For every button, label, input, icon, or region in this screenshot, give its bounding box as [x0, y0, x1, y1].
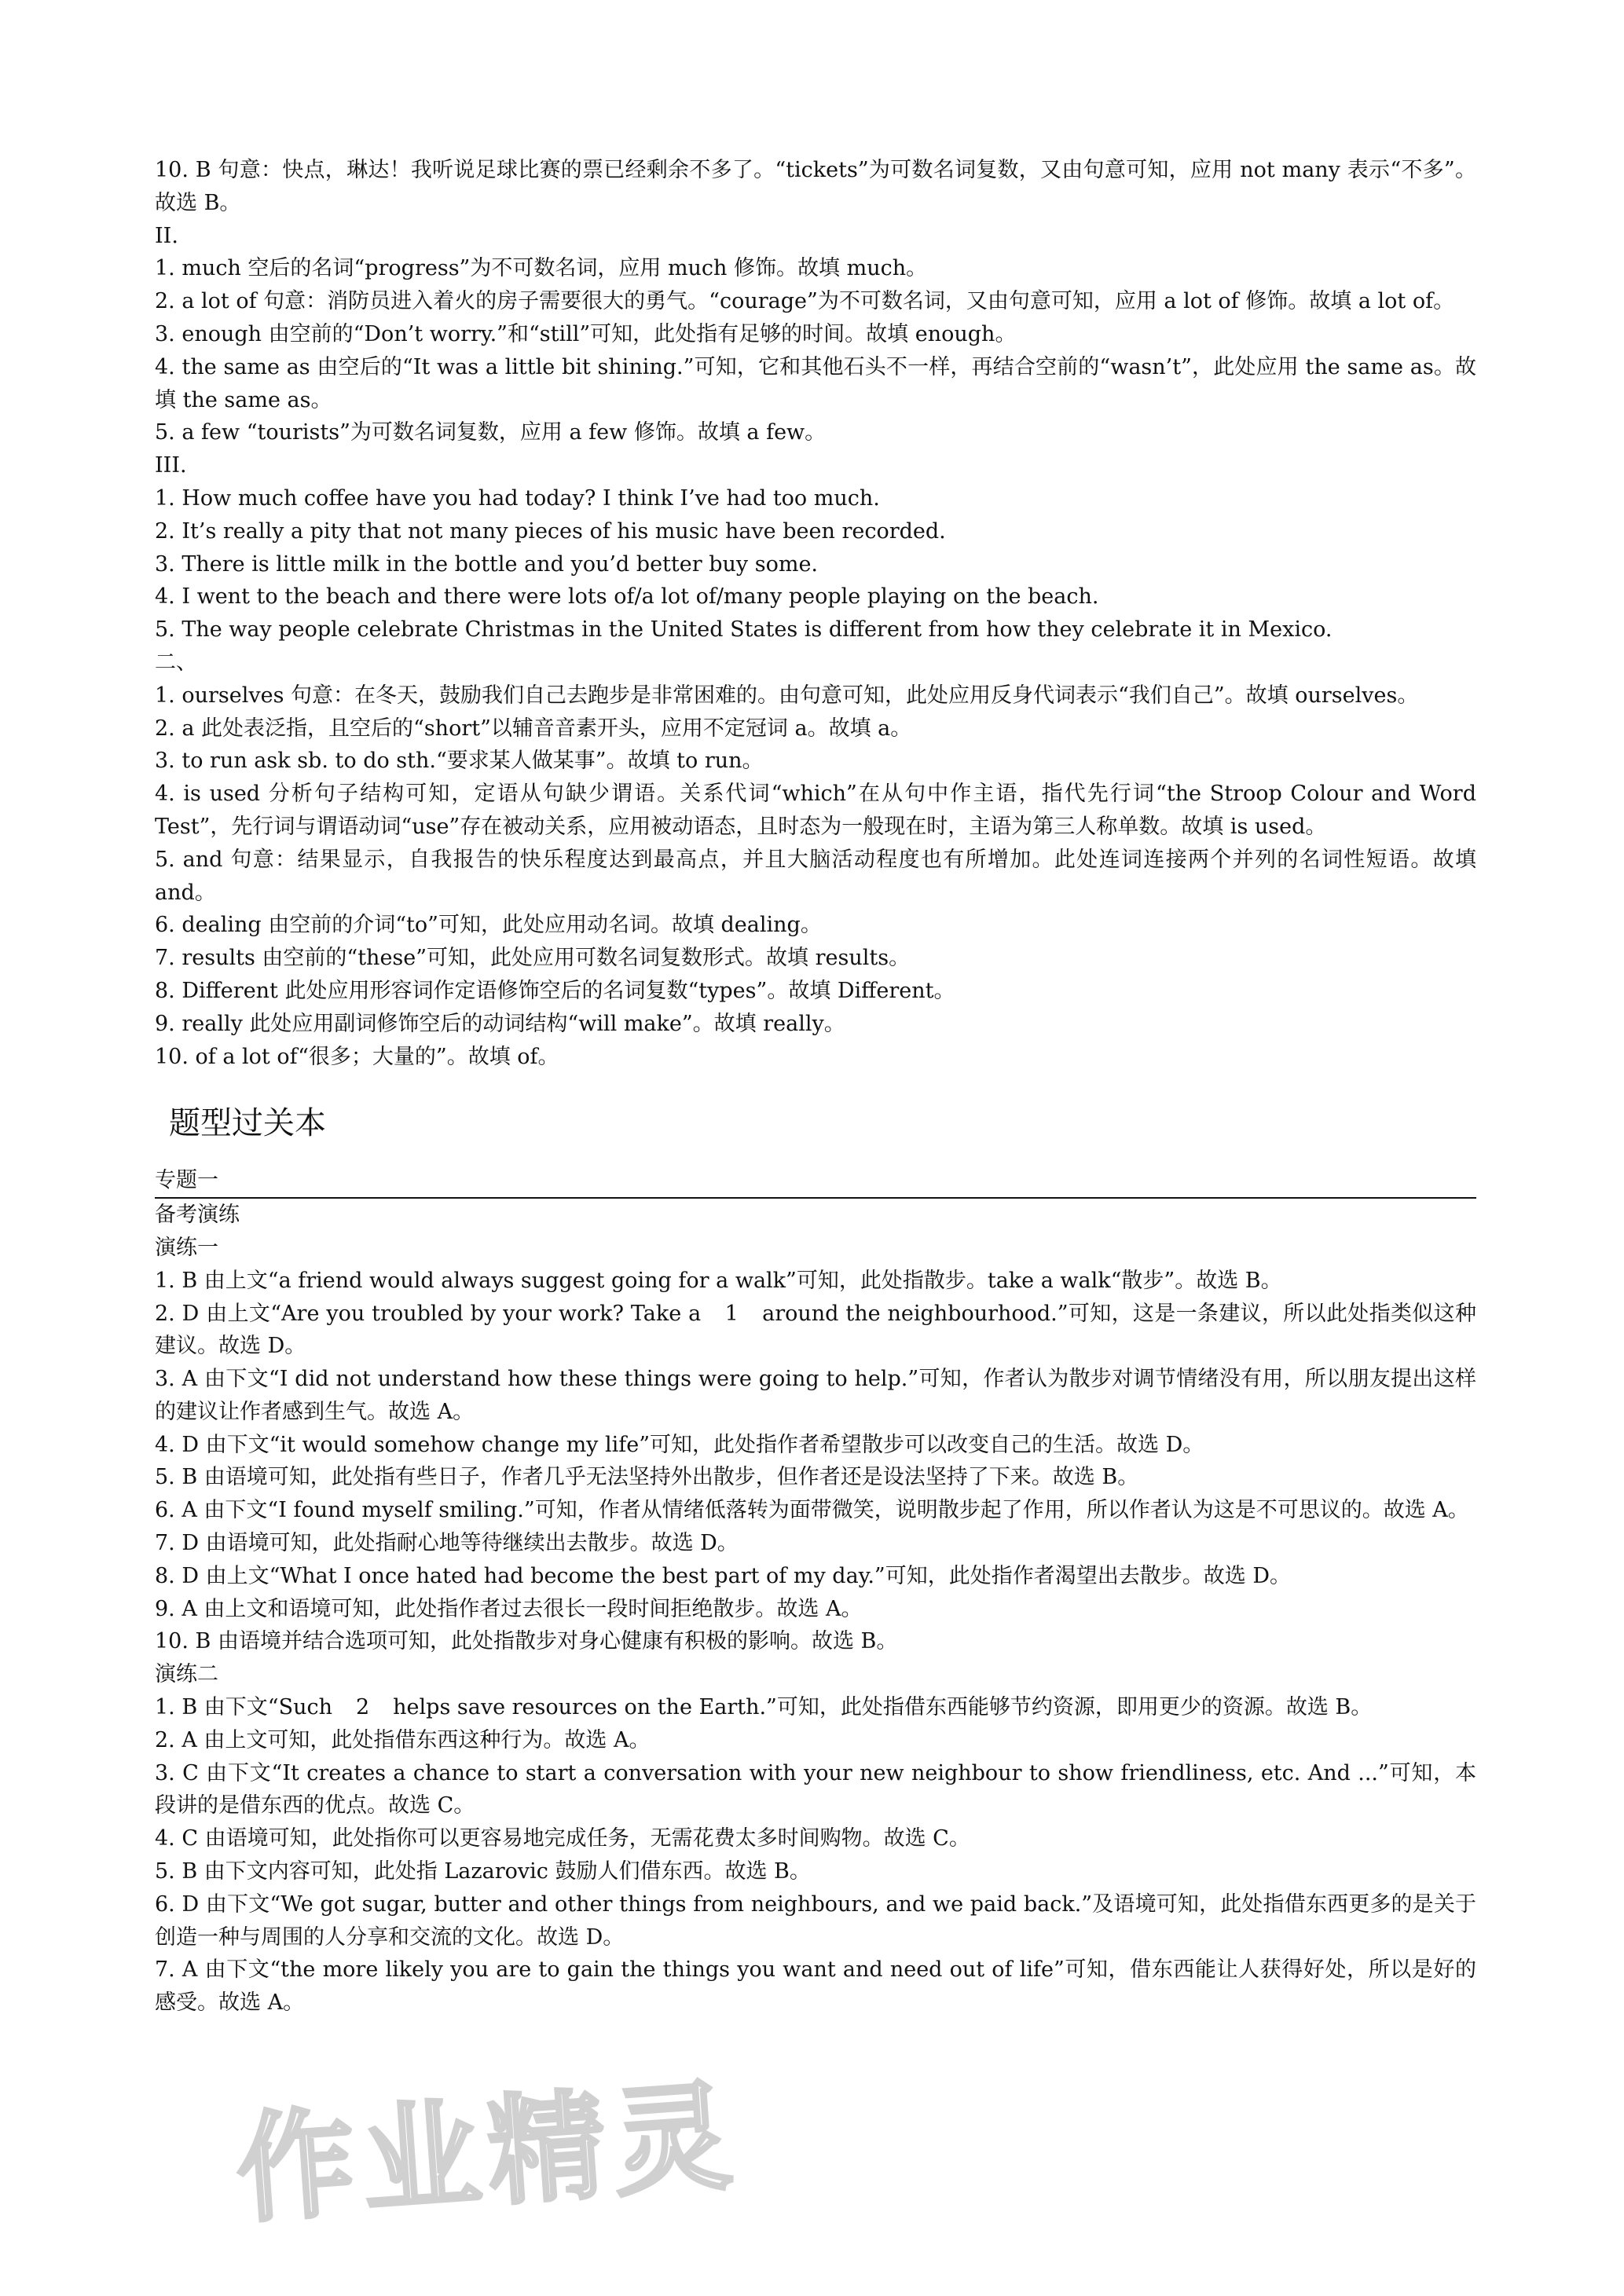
answer-line: 5. and 句意：结果显示，自我报告的快乐程度达到最高点，并且大脑活动程度也有所增加。此处连词连接两个并列的名词性短语。故填 and。 [155, 847, 1476, 905]
answer-line: 4. I went to the beach and there were lots of/a lot of/many people playing on the beach. [155, 584, 1099, 610]
answer-line: 10. of a lot of“很多；大量的”。故填 of。 [155, 1044, 559, 1069]
answer-line: 4. D 由下文“it would somehow change my life”可知，此处指作者希望散步可以改变自己的生活。故选 D。 [155, 1432, 1204, 1457]
answer-line: 2. a 此处表泛指，且空后的“short”以辅音音素开头，应用不定冠词 a。故填 a。 [155, 716, 912, 741]
answer-text: around the neighbourhood.”可知，这是一条建议，所以此处指类似这种建议。故选 D。 [155, 1301, 1476, 1359]
answer-line: 6. dealing 由空前的介词“to”可知，此处应用动名词。故填 dealing。 [155, 913, 822, 938]
section-answers-part1 [155, 154, 1476, 1073]
page-title: 题型过关本 [169, 1105, 326, 1142]
answer-line: 5. B 由下文内容可知，此处指 Lazarovic 鼓励人们借东西。故选 B。 [155, 1859, 811, 1884]
answer-line: 5. a few “tourists”为可数名词复数，应用 a few 修饰。故填 a few。 [155, 420, 827, 445]
answer-line: 4. the same as 由空后的“It was a little bit shining.”可知，它和其他石头不一样，再结合空前的“wasn’t”，此处应用 the same as。故填 the same as。 [155, 354, 1476, 412]
answer-line: 9. really 此处应用副词修饰空后的动词结构“will make”。故填 really。 [155, 1011, 845, 1036]
answer-line: 1. ourselves 句意：在冬天，鼓励我们自己去跑步是非常困难的。由句意可知，此处应用反身代词表示“我们自己”。故填 ourselves。 [155, 683, 1419, 708]
answer-text: 1. B 由下文“Such [155, 1695, 332, 1720]
answer-line: 7. results 由空前的“these”可知，此处应用可数名词复数形式。故填 results。 [155, 946, 911, 971]
answer-line: 10. B 句意：快点，琳达！我听说足球比赛的票已经剩余不多了。“tickets”为可数名词复数，又由句意可知，应用 not many 表示“不多”。故选 B。 [155, 158, 1476, 215]
practice-heading-1: 演练一 [155, 1235, 218, 1260]
answer-line: 5. The way people celebrate Christmas in the United States is different from how they celebrate it in Mexico. [155, 617, 1333, 643]
answer-line: 1. B 由上文“a friend would always suggest going for a walk”可知，此处指散步。take a walk“散步”。故选 B。 [155, 1268, 1282, 1293]
answer-line: 4. is used 分析句子结构可知，定语从句缺少谓语。关系代词“which”在从句中作主语，指代先行词“the Stroop Colour and Word Test”，先行词与谓语动词“use”存在被动关系，应用被动语态，且时态为一般现在时，主语为第三人称单数。故填 is used。 [155, 782, 1476, 839]
answer-line: 3. enough 由空前的“Don’t worry.”和“still”可知，此处指有足够的时间。故填 enough。 [155, 321, 1017, 346]
answer-line: 6. D 由下文“We got sugar, butter and other things from neighbours, and we paid back.”及语境可知，此处指借东西更多的是关于创造一种与周围的人分享和交流的文化。故选 D。 [155, 1891, 1476, 1950]
answer-line: 7. A 由下文“the more likely you are to gain the things you want and need out of life”可知，借东西能让人获得好处，所以是好的感受。故选 A。 [155, 1957, 1476, 2016]
answer-document [155, 154, 1476, 2020]
answer-line: 1. much 空后的名词“progress”为不可数名词，应用 much 修饰。故填 much。 [155, 256, 928, 281]
answer-line [155, 1298, 1476, 1364]
answer-line: 4. C 由语境可知，此处指你可以更容易地完成任务，无需花费太多时间购物。故选 C。 [155, 1826, 970, 1851]
answer-text: helps save resources on the Earth.”可知，此处指借东西能够节约资源，即用更少的资源。故选 B。 [393, 1695, 1373, 1720]
section-heading-prep: 备考演练 [155, 1203, 240, 1228]
answer-line: 3. A 由下文“I did not understand how these things were going to help.”可知，作者认为散步对调节情绪没有用，所以朋友提出这样的建议让作者感到生气。故选 A。 [155, 1367, 1476, 1424]
answer-line: 2. It’s really a pity that not many pieces of his music have been recorded. [155, 518, 946, 544]
answer-line [155, 1691, 1476, 1724]
answer-line: 2. a lot of 句意：消防员进入着火的房子需要很大的勇气。“courage”为不可数名词，又由句意可知，应用 a lot of 修饰。故填 a lot of。 [155, 289, 1455, 314]
answer-line: 6. A 由下文“I found myself smiling.”可知，作者从情绪低落转为面带微笑，说明散步起了作用，所以作者认为这是不可思议的。故选 A。 [155, 1498, 1469, 1523]
section-heading-III: III. [155, 453, 187, 478]
section-heading-2: 二、 [155, 650, 197, 675]
answer-line: 8. Different 此处应用形容词作定语修饰空后的名词复数“types”。故填 Different。 [155, 978, 955, 1003]
topic-header-rule [155, 1164, 1476, 1199]
blank-number: 2 [355, 1695, 370, 1720]
answer-line: 7. D 由语境可知，此处指耐心地等待继续出去散步。故选 D。 [155, 1531, 739, 1556]
answer-line: 9. A 由上文和语境可知，此处指作者过去很长一段时间拒绝散步。故选 A。 [155, 1596, 863, 1621]
answer-line: 5. B 由语境可知，此处指有些日子，作者几乎无法坚持外出散步，但作者还是设法坚持了下来。故选 B。 [155, 1465, 1139, 1490]
answer-line: 3. C 由下文“It creates a chance to start a conversation with your new neighbour to show friendliness, etc. And ...”可知，本段讲的是借东西的优点。故选 C。 [155, 1760, 1476, 1818]
answer-line: 8. D 由上文“What I once hated had become the best part of my day.”可知，此处指作者渴望出去散步。故选 D。 [155, 1563, 1291, 1588]
answer-line: 10. B 由语境并结合选项可知，此处指散步对身心健康有积极的影响。故选 B。 [155, 1629, 898, 1654]
answer-line: 3. to run ask sb. to do sth.“要求某人做某事”。故填 to run。 [155, 749, 764, 774]
answer-line: 2. A 由上文可知，此处指借东西这种行为。故选 A。 [155, 1727, 651, 1752]
topic-label: 专题一 [155, 1168, 218, 1193]
answer-line: 1. How much coffee have you had today? I think I’ve had too much. [155, 485, 880, 511]
blank-number: 1 [724, 1301, 739, 1326]
answer-line: 3. There is little milk in the bottle and you’d better buy some. [155, 551, 819, 577]
section-heading-II: II. [155, 223, 178, 248]
watermark-logo: 作业精灵 [232, 2067, 744, 2240]
answer-text: 2. D 由上文“Are you troubled by your work? Take a [155, 1301, 702, 1326]
practice-heading-2: 演练二 [155, 1662, 218, 1687]
